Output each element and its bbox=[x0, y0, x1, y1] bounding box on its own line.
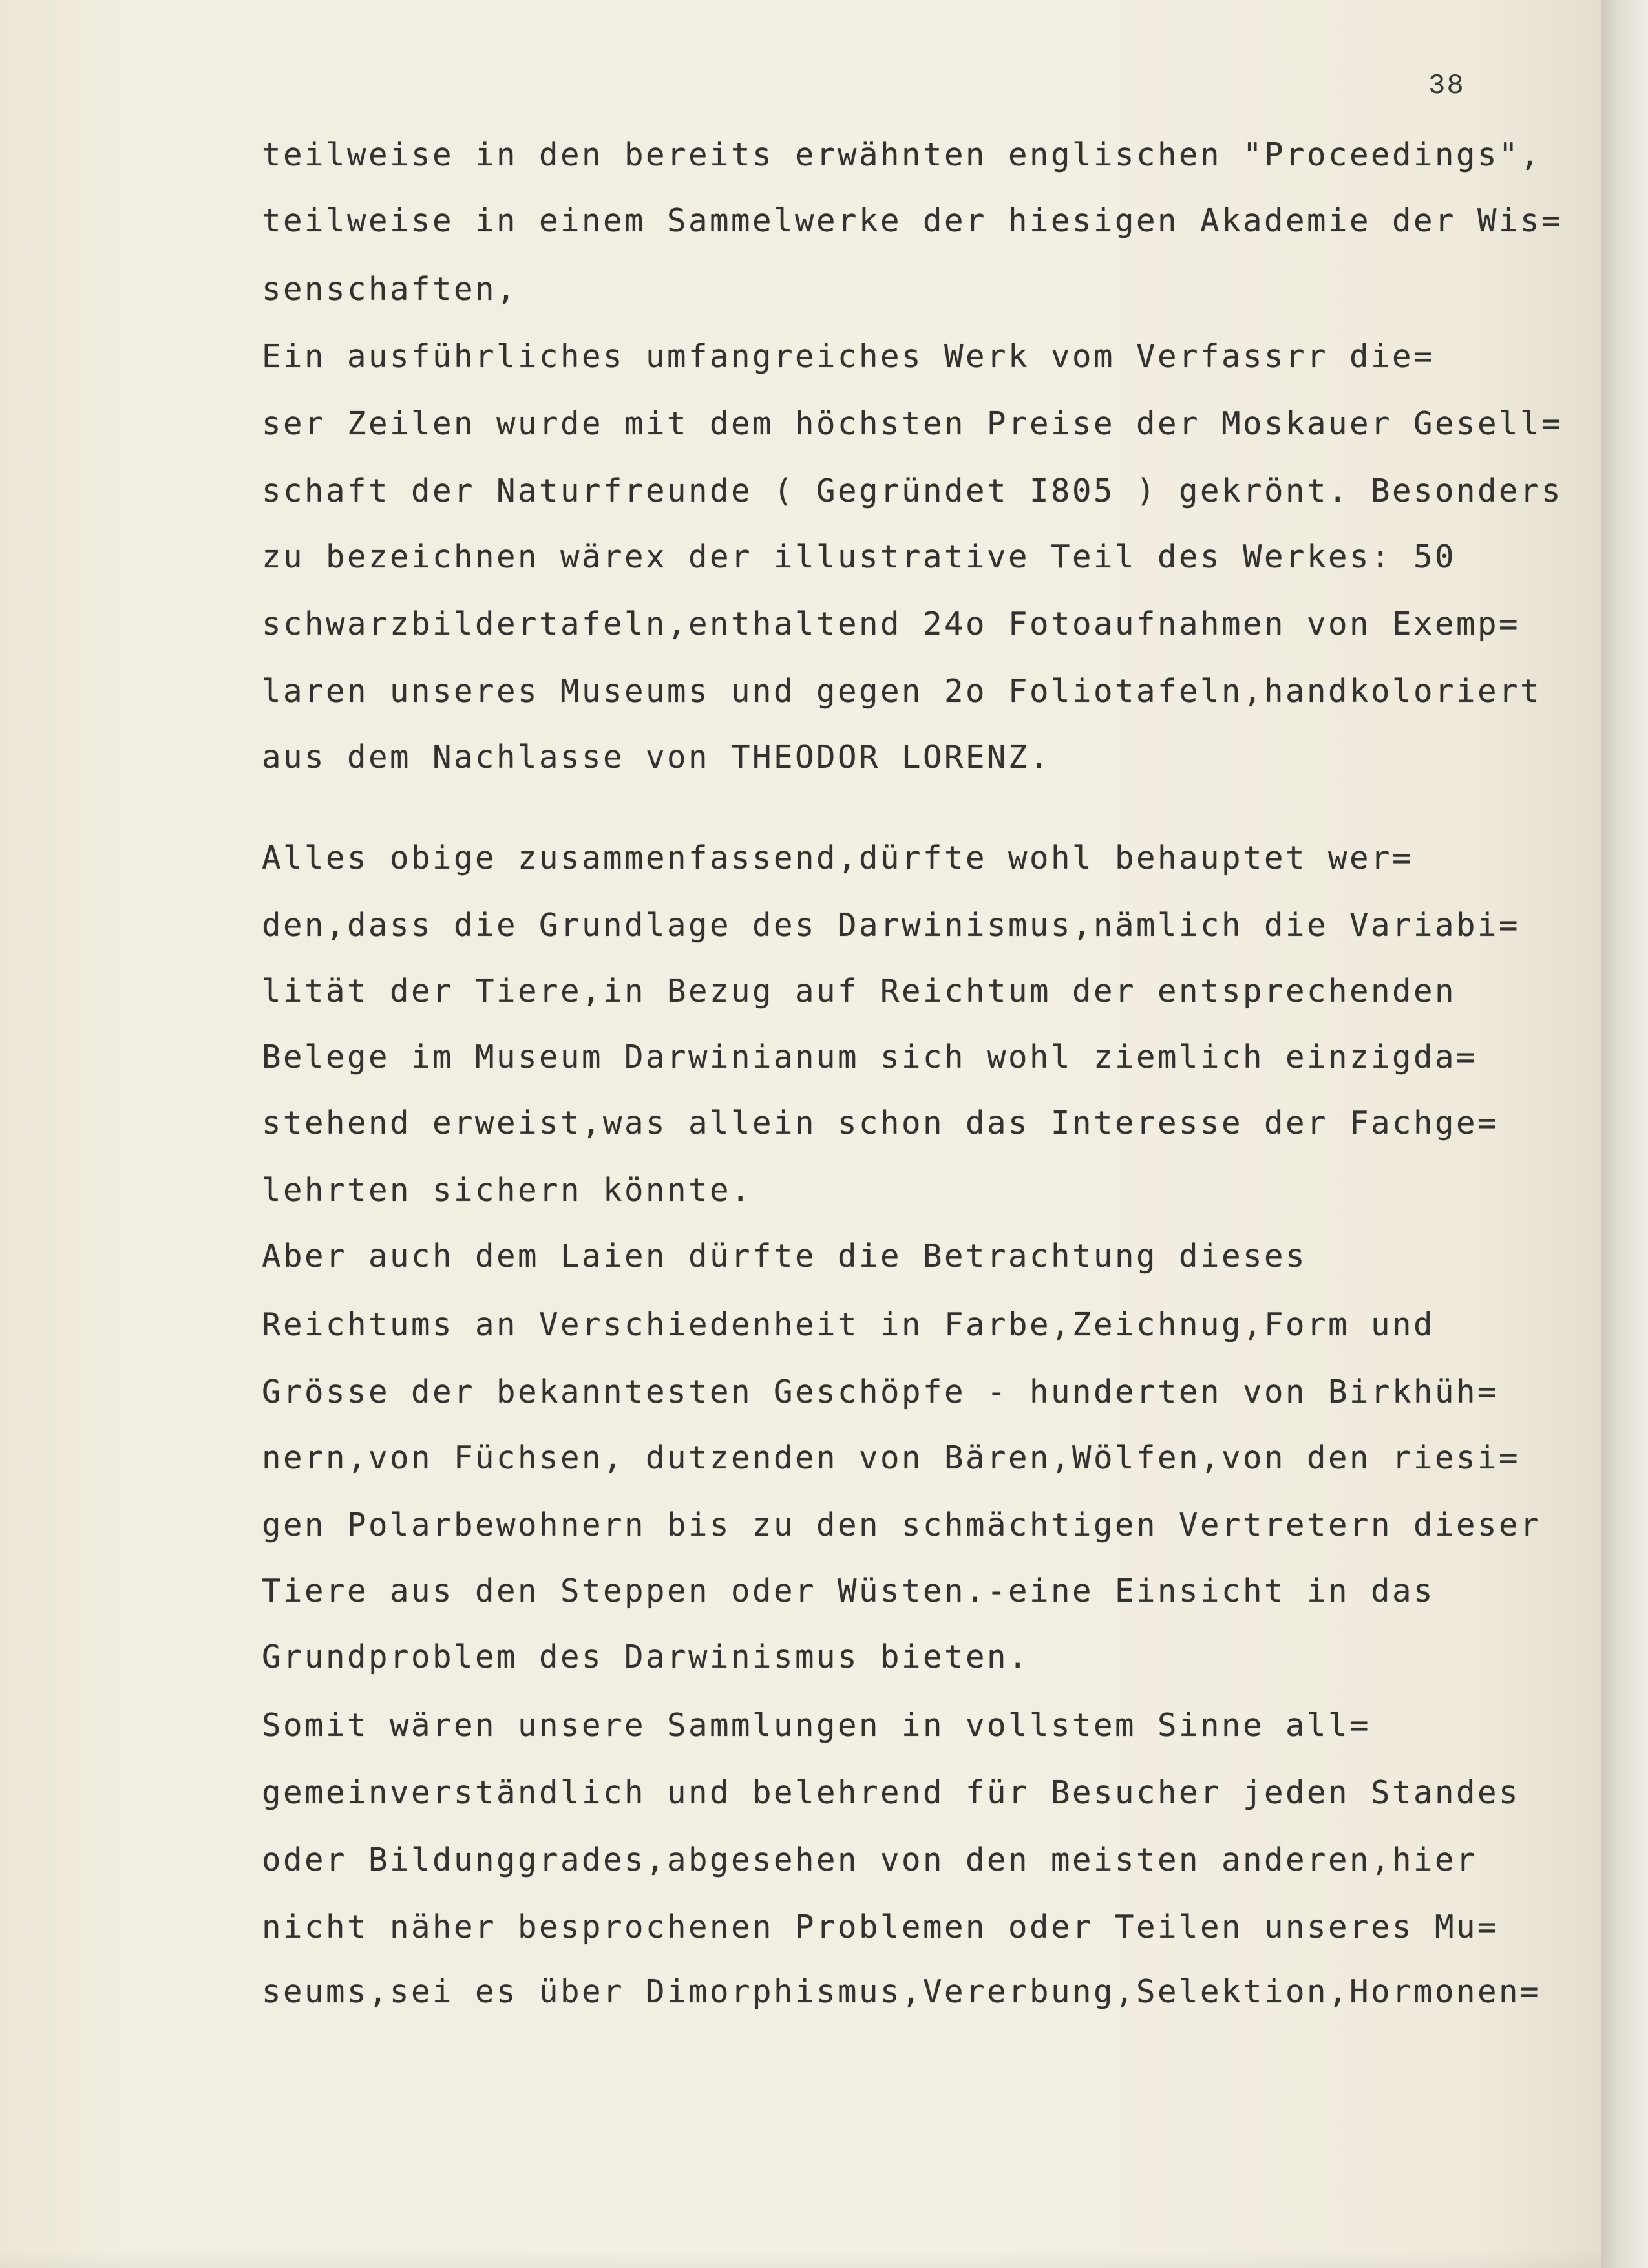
text-line-3: senschaften, bbox=[262, 271, 518, 308]
page-number: 38 bbox=[1428, 70, 1465, 102]
paper-edge bbox=[1601, 0, 1648, 2268]
text-line-6: schaft der Naturfreunde ( Gegründet I805 ) gekrönt. Besonders bbox=[262, 472, 1563, 509]
text-line-25: gemeinverständlich und belehrend für Besucher jeden Standes bbox=[262, 1774, 1521, 1811]
text-line-14: Belege im Museum Darwinianum sich wohl ziemlich einzigda= bbox=[262, 1039, 1478, 1076]
text-line-17: Aber auch dem Laien dürfte die Betrachtung dieses bbox=[262, 1238, 1307, 1275]
text-line-26: oder Bildunggrades,abgesehen von den meisten anderen,hier bbox=[262, 1841, 1478, 1878]
text-line-7: zu bezeichnen wärex der illustrative Teil des Werkes: 50 bbox=[262, 538, 1457, 575]
text-line-12: den,dass die Grundlage des Darwinismus,nämlich die Variabi= bbox=[262, 907, 1521, 944]
text-line-8: schwarzbildertafeln,enthaltend 24o Fotoaufnahmen von Exemp= bbox=[262, 606, 1521, 642]
text-line-23: Grundproblem des Darwinismus bieten. bbox=[262, 1638, 1030, 1675]
text-line-16: lehrten sichern könnte. bbox=[262, 1172, 753, 1209]
page-bottom-shadow bbox=[0, 2249, 1601, 2268]
text-line-19: Grösse der bekanntesten Geschöpfe - hunderten von Birkhüh= bbox=[262, 1373, 1499, 1410]
text-line-2: teilweise in einem Sammelwerke der hiesigen Akademie der Wis= bbox=[262, 202, 1563, 239]
text-line-28: seums,sei es über Dimorphismus,Vererbung,Selektion,Hormonen= bbox=[262, 1973, 1542, 2010]
text-line-5: ser Zeilen wurde mit dem höchsten Preise der Moskauer Gesell= bbox=[262, 405, 1563, 442]
text-line-13: lität der Tiere,in Bezug auf Reichtum der entsprechenden bbox=[262, 973, 1457, 1010]
text-line-21: gen Polarbewohnern bis zu den schmächtigen Vertretern dieser bbox=[262, 1507, 1542, 1543]
text-line-20: nern,von Füchsen, dutzenden von Bären,Wölfen,von den riesi= bbox=[262, 1439, 1521, 1476]
text-line-4: Ein ausführliches umfangreiches Werk vom Verfassrr die= bbox=[262, 338, 1435, 375]
text-line-11: Alles obige zusammenfassend,dürfte wohl behauptet wer= bbox=[262, 840, 1414, 876]
text-line-24: Somit wären unsere Sammlungen in vollstem Sinne all= bbox=[262, 1707, 1371, 1744]
text-line-9: laren unseres Museums und gegen 2o Foliotafeln,handkoloriert bbox=[262, 673, 1542, 710]
text-line-22: Tiere aus den Steppen oder Wüsten.-eine Einsicht in das bbox=[262, 1573, 1435, 1609]
text-line-15: stehend erweist,was allein schon das Interesse der Fachge= bbox=[262, 1105, 1499, 1141]
text-line-18: Reichtums an Verschiedenheit in Farbe,Zeichnug,Form und bbox=[262, 1306, 1435, 1343]
text-line-10: aus dem Nachlasse von THEODOR LORENZ. bbox=[262, 739, 1051, 776]
text-line-1: teilweise in den bereits erwähnten englischen "Proceedings", bbox=[262, 136, 1542, 173]
text-line-27: nicht näher besprochenen Problemen oder Teilen unseres Mu= bbox=[262, 1909, 1499, 1945]
